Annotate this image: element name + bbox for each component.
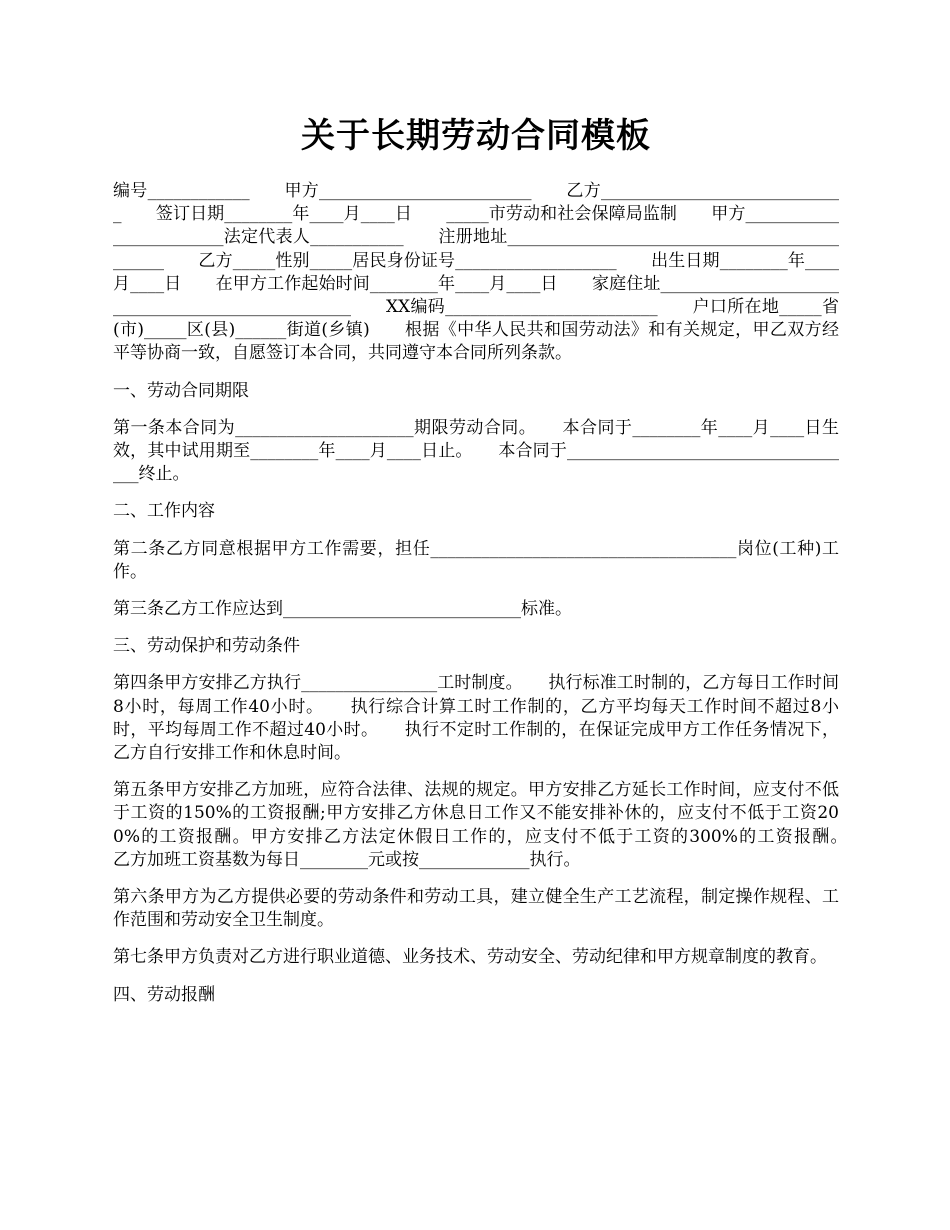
- article-5: 第五条甲方安排乙方加班，应符合法律、法规的规定。甲方安排乙方延长工作时间，应支付不低于工资的150%的工资报酬;甲方安排乙方休息日工作又不能安排补休的，应支付不低于工资200%的工资报酬。甲方安排乙方法定休假日工作的，应支付不低于工资的300%的工资报酬。 乙方加班工资基数为每日________元或按_____________执行。: [113, 780, 873, 870]
- section-heading-work-content: 二、工作内容: [113, 501, 215, 522]
- article-6: 第六条甲方为乙方提供必要的劳动条件和劳动工具，建立健全生产工艺流程，制定操作规程、工作范围和劳动安全卫生制度。: [113, 887, 839, 931]
- article-7: 第七条甲方负责对乙方进行职业道德、业务技术、劳动安全、劳动纪律和甲方规章制度的教育。: [113, 947, 827, 968]
- section-heading-remuneration: 四、劳动报酬: [113, 984, 215, 1005]
- document-page: [113, 112, 873, 1021]
- article-3: 第三条乙方工作应达到____________________________标准。: [113, 599, 572, 620]
- article-4: 第四条甲方安排乙方执行________________工时制度。 执行标准工时制的，乙方每日工作时间8小时，每周工作40小时。 执行综合计算工时工作制的，乙方平均每天工作时间不超过8小时，平均每周工作不超过40小时。 执行不定时工作制的，在保证完成甲方工作任务情况下，乙方自行安排工作和休息时间。: [113, 673, 839, 764]
- contract-header-fields: 编号____________ 甲方_________________________ 乙方_____________________________ 签订日期________年____月____日 _____市劳动和社会保障局监制 甲方________________________法定代表人___________ 注册地址_____________________________________________ 乙方_____性别_____居民身份证号___________________ 出生日期________年____月____日 在甲方工作起始时间________年____月____日 家庭住址_________________________________________________ XX编码_________________________ 户口所在地_____省(市)_____区(县)______街道(乡镇) 根据《中华人民共和国劳动法》和有关规定，甲乙双方经平等协商一致，自愿签订本合同，共同遵守本合同所列条款。: [113, 181, 839, 364]
- section-heading-labor-protection: 三、劳动保护和劳动条件: [113, 636, 300, 657]
- article-2: 第二条乙方同意根据甲方工作需要，担任____________________________________岗位(工种)工作。: [113, 538, 839, 582]
- document-title: 关于长期劳动合同模板: [301, 116, 651, 156]
- section-heading-contract-term: 一、劳动合同期限: [113, 380, 249, 401]
- article-1: 第一条本合同为_____________________期限劳动合同。 本合同于________年____月____日生效，其中试用期至________年____月____日止。 本合同于___________________________________终止。: [113, 417, 839, 485]
